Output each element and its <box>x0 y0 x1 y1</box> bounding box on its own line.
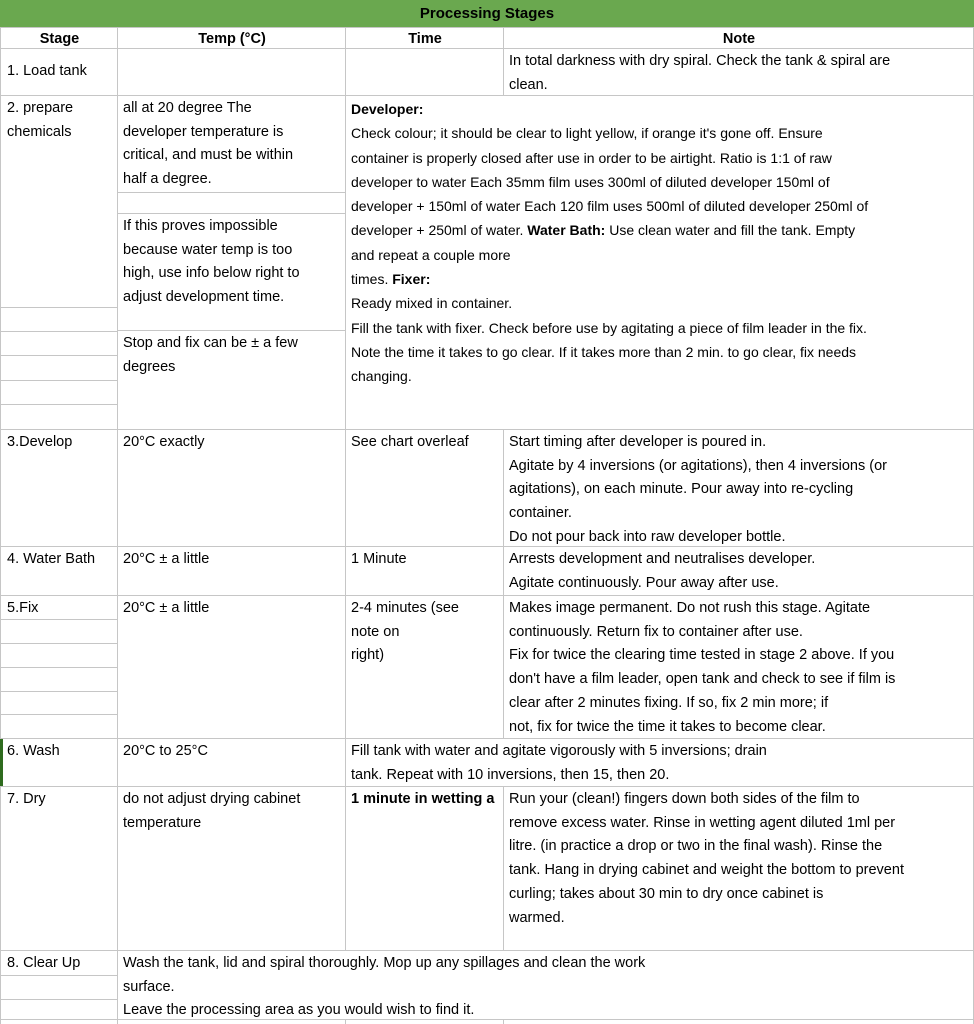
cell-time-fix: 2-4 minutes (see note on right) <box>345 595 504 739</box>
cell-note-clear-up: Wash the tank, lid and spiral thoroughly. Mop up any spillages and clean the work surface. Leave the processing area as you would wish to find it. <box>117 950 974 1020</box>
cell-note-develop: Start timing after developer is poured in. Agitate by 4 inversions (or agitations), then 4 inversions (or agitations), on each minute. Pour away into re-cycling container. Do not pour back into raw developer bottle. <box>503 429 974 547</box>
cell-stage-clear-up-empty-2 <box>0 999 118 1020</box>
cell-stage-dry: 7. Dry <box>0 786 118 951</box>
cell-stage-clear-up: 8. Clear Up <box>0 950 118 976</box>
cell-note-dry: Run your (clean!) fingers down both sides of the film to remove excess water. Rinse in wetting agent diluted 1ml per litre. (in practice a drop or two in the final wash). Rinse the tank. Hang in drying cabinet and weight the bottom to prevent curling; takes about 30 min to dry once cabinet is warmed. <box>503 786 974 951</box>
cell-bottom-sliver-stage <box>0 1019 118 1024</box>
cell-stage-clear-up-empty-1 <box>0 975 118 1000</box>
cell-stage-fix-empty-5 <box>0 714 118 739</box>
cell-stage-fix-empty-4 <box>0 691 118 715</box>
cell-temp-water-bath: 20°C ± a little <box>117 546 346 596</box>
cell-stage-fix-empty-1 <box>0 619 118 644</box>
cell-stage-empty-5 <box>0 404 118 430</box>
cell-temp-prepare-alt: If this proves impossible because water temp is too high, use info below right to adjust development time. <box>117 213 346 331</box>
col-header-note: Note <box>503 27 974 49</box>
cell-stage-water-bath: 4. Water Bath <box>0 546 118 596</box>
cell-time-dry: 1 minute in wetting a <box>345 786 504 951</box>
cell-temp-develop: 20°C exactly <box>117 429 346 547</box>
cell-stage-empty-2 <box>0 331 118 356</box>
cell-stage-prepare-chemicals: 2. prepare chemicals <box>0 95 118 308</box>
cell-note-wash: Fill tank with water and agitate vigorously with 5 inversions; drain tank. Repeat with 10 inversions, then 15, then 20. <box>345 738 974 787</box>
cell-bottom-sliver-time <box>345 1019 504 1024</box>
cell-stage-load-tank: 1. Load tank <box>0 48 118 96</box>
fixer-label: Fixer: <box>392 271 431 288</box>
note-line8-pre: times. <box>351 271 393 288</box>
col-header-stage: Stage <box>0 27 118 49</box>
cell-temp-prepare-main: all at 20 degree The developer temperature is critical, and must be within half a degree. <box>117 95 346 193</box>
water-bath-label: Water Bath: <box>527 222 606 239</box>
cell-temp-wash: 20°C to 25°C <box>117 738 346 787</box>
wash-row-green-marker <box>0 739 3 786</box>
cell-stage-develop: 3.Develop <box>0 429 118 547</box>
cell-temp-prepare-stop-fix: Stop and fix can be ± a few degrees <box>117 330 346 430</box>
sheet-title <box>0 0 974 28</box>
cell-stage-empty-1 <box>0 307 118 332</box>
cell-time-water-bath: 1 Minute <box>345 546 504 596</box>
cell-bottom-sliver-note <box>503 1019 974 1024</box>
cell-time-load-tank <box>345 48 504 96</box>
note-line6-post: Use clean water and fill the tank. Empty <box>605 222 856 239</box>
cell-temp-fix: 20°C ± a little <box>117 595 346 739</box>
cell-stage-fix-empty-2 <box>0 643 118 668</box>
cell-temp-load-tank <box>117 48 346 96</box>
cell-stage-empty-3 <box>0 355 118 381</box>
col-header-temp: Temp (°C) <box>117 27 346 49</box>
cell-note-fix: Makes image permanent. Do not rush this stage. Agitate continuously. Return fix to container after use. Fix for twice the clearing time tested in stage 2 above. If you don't have a film leader, open tank and check to see if film is clear after 2 minutes fixing. If so, fix 2 min more; if not, fix for twice the time it takes to become clear. <box>503 595 974 739</box>
cell-bottom-sliver-temp <box>117 1019 346 1024</box>
developer-label: Developer: <box>351 101 424 117</box>
cell-temp-dry: do not adjust drying cabinet temperature <box>117 786 346 951</box>
sheet-title-text: Processing Stages <box>419 5 555 23</box>
cell-note-prepare-chemicals <box>345 95 974 430</box>
cell-stage-fix: 5.Fix <box>0 595 118 620</box>
cell-stage-fix-empty-3 <box>0 667 118 692</box>
developer-text: Check colour; it should be clear to light yellow, if orange it's gone off. Ensure container is properly closed after use in order to be airtight. Ratio is 1:1 of raw developer to water Each 35mm film uses 300ml of diluted developer 150ml of developer + 150ml of water Each 120 film uses 500ml of diluted developer 250ml of <box>351 125 869 215</box>
fixer-text: Ready mixed in container. Fill the tank with fixer. Check before use by agitating a piece of film leader in the fix. Note the time it takes to go clear. If it takes more than 2 min. to go clear, fix needs changing. <box>351 295 867 385</box>
note-line6-pre: developer + 250ml of water. <box>351 222 528 239</box>
cell-note-water-bath: Arrests development and neutralises developer. Agitate continuously. Pour away after use. <box>503 546 974 596</box>
cell-note-load-tank: In total darkness with dry spiral. Check the tank & spiral are clean. <box>503 48 974 96</box>
note-line7: and repeat a couple more <box>351 246 511 263</box>
cell-stage-wash: 6. Wash <box>0 738 118 787</box>
cell-temp-prepare-empty <box>117 192 346 214</box>
cell-time-develop: See chart overleaf <box>345 429 504 547</box>
cell-stage-empty-4 <box>0 380 118 405</box>
col-header-time: Time <box>345 27 504 49</box>
